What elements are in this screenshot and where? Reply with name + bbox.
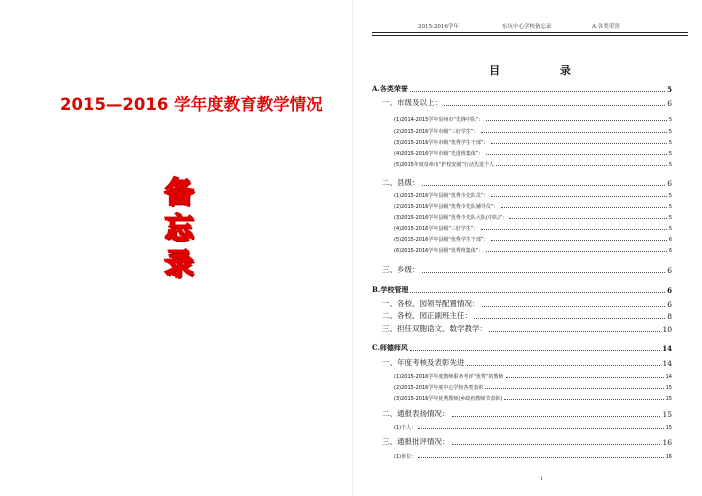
toc-entry-page: 16	[665, 454, 672, 460]
toc-entry-page: 5	[668, 151, 672, 157]
toc-entry-level-2[interactable]	[382, 324, 672, 334]
toc-entry-level-3[interactable]	[394, 189, 672, 199]
header-left: 2015-2016学年	[418, 24, 459, 30]
cover-char-3: 录	[164, 247, 194, 281]
toc-entry-label: (1)个人：	[394, 425, 417, 431]
toc-dot-leader	[452, 444, 661, 445]
toc-entry-label: (3)2015-2016学年优秀教师(乡政府教师节表彰)	[394, 396, 503, 402]
toc-entry-level-3[interactable]	[394, 147, 672, 157]
toc-entry-label: 二、通报表扬情况：	[382, 409, 450, 418]
toc-dot-leader	[444, 105, 665, 106]
cover-page	[0, 0, 350, 496]
toc-entry-label: 三、担任双胞语文、数学教学：	[382, 324, 487, 333]
toc-entry-level-3[interactable]	[394, 200, 672, 210]
toc-dot-leader	[422, 185, 666, 186]
toc-entry-level-2[interactable]	[382, 358, 672, 368]
toc-entry-page: 6	[667, 300, 672, 309]
toc-dot-leader	[486, 154, 667, 155]
toc-dot-leader	[410, 91, 665, 92]
toc-entry-level-3[interactable]	[394, 113, 672, 123]
toc-entry-level-1[interactable]	[372, 285, 672, 295]
toc-entry-page: 5	[668, 162, 672, 168]
toc-dot-leader	[506, 377, 664, 378]
toc-entry-level-3[interactable]	[394, 222, 672, 232]
toc-dot-leader	[481, 132, 667, 133]
toc-dot-leader	[452, 416, 661, 417]
toc-page	[372, 0, 688, 496]
toc-entry-label: 一、各校、园领导配置情况：	[382, 299, 480, 308]
toc-entry-page: 6	[668, 237, 672, 243]
toc-entry-page: 6	[667, 99, 672, 108]
toc-dot-leader	[489, 331, 660, 332]
toc-entry-page: 14	[662, 359, 672, 368]
toc-entry-page: 6	[667, 266, 672, 275]
toc-entry-level-3[interactable]	[394, 136, 672, 146]
toc-entry-level-3[interactable]	[394, 370, 672, 380]
toc-entry-level-3[interactable]	[394, 211, 672, 221]
toc-entry-label: (3)2015-2016学年县级“优秀少先队大队(中队)”：	[394, 215, 508, 221]
toc-entry-level-3[interactable]	[394, 125, 672, 135]
toc-entry-page: 14	[665, 374, 672, 380]
toc-entry-page: 5	[668, 129, 672, 135]
toc-entry-page: 5	[667, 85, 672, 94]
toc-entry-label: (1)2014-2015学年泉州市“先锋中队”：	[394, 117, 484, 123]
toc-entry-page: 5	[668, 226, 672, 232]
toc-dot-leader	[485, 388, 663, 389]
toc-entry-page: 8	[667, 312, 672, 321]
toc-dot-leader	[491, 143, 667, 144]
toc-entry-label: (5)2015-2016学年县级“优秀学生干部”：	[394, 237, 489, 243]
toc-dot-leader	[486, 251, 667, 252]
toc-entry-level-3[interactable]	[394, 381, 672, 391]
toc-entry-page: 5	[668, 215, 672, 221]
toc-entry-label: 一、市级及以上：	[382, 98, 442, 107]
toc-dot-leader	[410, 350, 660, 351]
toc-entry-level-3[interactable]	[394, 233, 672, 243]
toc-entry-level-3[interactable]	[394, 392, 672, 402]
toc-dot-leader	[418, 428, 664, 429]
toc-entry-label: (2)2015-2016学年度中心学校各类表彰	[394, 385, 484, 391]
toc-entry-page: 6	[667, 286, 672, 295]
toc-entry-page: 6	[667, 179, 672, 188]
toc-entry-label: (6)2015-2016学年县级“优秀班集体”：	[394, 248, 484, 254]
toc-entry-label: (4)2015-2016学年市级“先进班集体”：	[394, 151, 484, 157]
toc-dot-leader	[509, 218, 666, 219]
page-header	[372, 18, 688, 32]
toc-entry-level-1[interactable]	[372, 343, 672, 353]
toc-entry-label: (2)2015-2016学年市级“三好学生”：	[394, 129, 479, 135]
toc-dot-leader	[474, 318, 665, 319]
toc-entry-page: 15	[665, 396, 672, 402]
header-center: 东坑中心学校备忘录	[502, 24, 552, 30]
toc-entry-page: 15	[665, 385, 672, 391]
toc-entry-label: 一、年度考核及表彰先进	[382, 358, 465, 367]
toc-dot-leader	[486, 120, 667, 121]
toc-entry-level-2[interactable]	[382, 178, 672, 188]
toc-entry-page: 5	[668, 204, 672, 210]
toc-entry-page: 16	[662, 438, 672, 447]
header-rule-thin	[372, 35, 688, 36]
toc-entry-label: 二、县级：	[382, 178, 420, 187]
toc-dot-leader	[481, 229, 667, 230]
toc-dot-leader	[501, 207, 667, 208]
toc-entry-level-3[interactable]	[394, 450, 672, 460]
toc-entry-page: 10	[662, 325, 672, 334]
header-right: A.各类荣誉	[592, 24, 620, 30]
toc-dot-leader	[418, 457, 664, 458]
toc-entry-label: C.师德师风	[372, 343, 408, 352]
cover-char-2: 忘	[164, 211, 194, 245]
toc-entry-label: (1)2015-2016学年县级“优秀少先队员”：	[394, 193, 489, 199]
toc-entry-label: (3)2015-2016学年市级“优秀学生干部”：	[394, 140, 489, 146]
toc-entry-label: (5)2015年度泉州市“护校安園”行动先进个人	[394, 162, 494, 168]
toc-entry-page: 14	[662, 344, 672, 353]
toc-entry-level-3[interactable]	[394, 158, 672, 168]
toc-dot-leader	[410, 292, 665, 293]
toc-entry-level-2[interactable]	[382, 265, 672, 275]
toc-entry-page: 5	[668, 117, 672, 123]
toc-entry-label: (2)2015-2016学年县级“优秀少先队辅导员”：	[394, 204, 499, 210]
toc-title: 目 录	[489, 64, 599, 77]
toc-entry-label: B.学校管理	[372, 285, 409, 294]
header-rule	[372, 32, 688, 33]
toc-entry-page: 5	[668, 140, 672, 146]
toc-entry-label: (4)2015-2016学年县级“三好学生”：	[394, 226, 479, 232]
toc-dot-leader	[482, 306, 666, 307]
toc-entry-level-3[interactable]	[394, 244, 672, 254]
page-divider	[352, 0, 353, 496]
toc-entry-level-2[interactable]	[382, 98, 672, 108]
toc-dot-leader	[496, 165, 667, 166]
page-number: 1	[540, 476, 544, 482]
toc-entry-page: 5	[668, 193, 672, 199]
toc-entry-level-2[interactable]	[382, 409, 672, 419]
toc-entry-label: (1)单位：	[394, 454, 417, 460]
toc-entry-label: 二、各校、园正副班主任：	[382, 311, 472, 320]
toc-dot-leader	[422, 272, 666, 273]
cover-char-1: 备	[164, 175, 194, 209]
toc-entry-label: (1)2015-2016学年度教师职务考评“优秀”的教师	[394, 374, 504, 380]
toc-entry-label: A.各类荣誉	[372, 84, 408, 93]
toc-entry-page: 15	[665, 425, 672, 431]
toc-entry-page: 6	[668, 248, 672, 254]
cover-title: 2015—2016 学年度教育教学情况	[60, 95, 323, 114]
toc-entry-page: 15	[662, 410, 672, 419]
toc-entry-level-2[interactable]	[382, 437, 672, 447]
toc-entry-level-3[interactable]	[394, 421, 672, 431]
toc-entry-level-2[interactable]	[382, 311, 672, 321]
toc-dot-leader	[467, 365, 661, 366]
toc-dot-leader	[504, 399, 663, 400]
toc-dot-leader	[491, 196, 667, 197]
toc-entry-level-1[interactable]	[372, 84, 672, 94]
toc-entry-level-2[interactable]	[382, 299, 672, 309]
toc-entry-label: 三、通报批评情况：	[382, 437, 450, 446]
toc-entry-label: 三、乡级：	[382, 265, 420, 274]
toc-dot-leader	[491, 240, 667, 241]
